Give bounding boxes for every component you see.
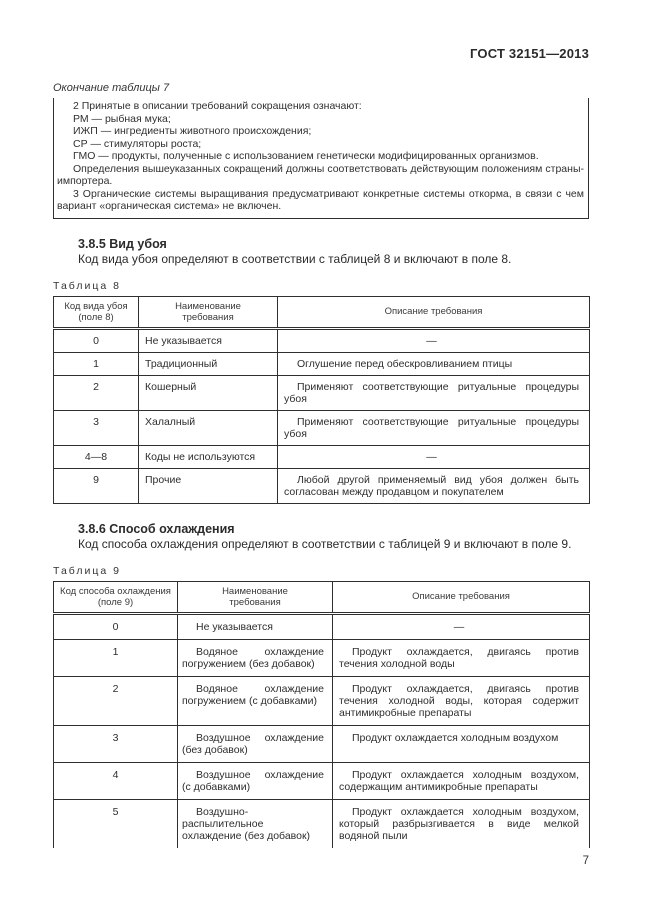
table-cell: Не указывается [178, 613, 333, 639]
column-header: Код способа охлаждения (поле 9) [54, 581, 178, 613]
column-header: Описание требования [333, 581, 590, 613]
note-line: ИЖП — ингредиенты животного происхождения; [73, 125, 312, 137]
page-number: 7 [582, 854, 589, 867]
section-3-8-5-body: Код вида убоя определяют в соответствии с таблицей 8 и включают в поле 8. [78, 251, 512, 266]
table9-header [54, 581, 590, 613]
table-cell: 4—8 [54, 445, 139, 468]
note-line: РМ — рыбная мука; [73, 112, 171, 125]
table-row [54, 762, 590, 799]
column-header: Наименование требования [178, 581, 333, 613]
table7-notes-box [53, 98, 589, 219]
table-cell: Оглушение перед обескровливанием птицы [278, 352, 590, 375]
table-cell: 2 [54, 676, 178, 725]
table-cell: Кошерный [139, 375, 278, 410]
table-cell: 5 [54, 799, 178, 848]
table-cell: 0 [54, 613, 178, 639]
section-3-8-5-heading: 3.8.5 Вид убоя [78, 236, 167, 251]
table-cell: 9 [54, 468, 139, 503]
table-cell: — [278, 445, 590, 468]
table-cell: Продукт охлаждается холодным воздухом, который разбрызгивается в виде мелкой водяной пыли [333, 799, 590, 848]
table-cell: Продукт охлаждается, двигаясь против течения холодной воды [333, 639, 590, 676]
table-cell: Любой другой применяемый вид убоя должен быть согласован между продавцом и покупателем [278, 468, 590, 503]
table9 [53, 581, 590, 848]
table-cell: Продукт охлаждается холодным воздухом [333, 725, 590, 762]
table-cell: Применяют соответствующие ритуальные процедуры убоя [278, 375, 590, 410]
table-row [54, 445, 590, 468]
table-cell: 4 [54, 762, 178, 799]
table-cell: Продукт охлаждается, двигаясь против течения холодной воды, которая содержит антимикробные препараты [333, 676, 590, 725]
table-row [54, 328, 590, 352]
table8 [53, 296, 590, 504]
table-cell: Воздушное охлаждение (без добавок) [178, 725, 333, 762]
table-cell: Продукт охлаждается холодным воздухом, содержащим антимикробные препараты [333, 762, 590, 799]
table-cell: Водяное охлаждение погружением (без добавок) [178, 639, 333, 676]
note-line: Определения вышеуказанных сокращений должны соответствовать действующим положениям страны-импортера. [57, 162, 584, 187]
table-cell: — [278, 328, 590, 352]
section-3-8-6-body: Код способа охлаждения определяют в соответствии с таблицей 9 и включают в поле 9. [78, 536, 572, 551]
page-content [53, 0, 589, 868]
table7-continuation-caption: Окончание таблицы 7 [53, 82, 170, 94]
table-row [54, 676, 590, 725]
table-cell: Не указывается [139, 328, 278, 352]
header-row [54, 296, 590, 328]
table-row [54, 613, 590, 639]
table-row [54, 375, 590, 410]
table-cell: 1 [54, 639, 178, 676]
table-cell: — [333, 613, 590, 639]
table-cell: 3 [54, 725, 178, 762]
table-cell: 0 [54, 328, 139, 352]
table8-header [54, 296, 590, 328]
table-cell: 2 [54, 375, 139, 410]
note-line: 2 Принятые в описании требований сокращения означают: [73, 100, 362, 112]
table-cell: 1 [54, 352, 139, 375]
table-cell: 3 [54, 410, 139, 445]
table-row [54, 799, 590, 848]
table-row [54, 352, 590, 375]
table-cell: Коды не используются [139, 445, 278, 468]
column-header: Код вида убоя (поле 8) [54, 296, 139, 328]
table-cell: Применяют соответствующие ритуальные процедуры убоя [278, 410, 590, 445]
header-row [54, 581, 590, 613]
table9-body [54, 613, 590, 848]
table-cell: Прочие [139, 468, 278, 503]
note-line: ГМО — продукты, полученные с использованием генетически модифицированных организмов. [73, 150, 539, 162]
note-line: 3 Органические системы выращивания предусматривают конкретные системы откорма, в связи с чем вариант «органическая система» не включен. [57, 187, 584, 212]
table-cell: Водяное охлаждение погружением (с добавками) [178, 676, 333, 725]
note-line: СР — стимуляторы роста; [73, 137, 202, 150]
table-row [54, 725, 590, 762]
table8-label: Таблица 8 [53, 279, 121, 292]
table-cell: Традиционный [139, 352, 278, 375]
table8-body [54, 328, 590, 503]
table-cell: Воздушное охлаждение (с добавками) [178, 762, 333, 799]
table-cell: Воздушно-распылительное охлаждение (без добавок) [178, 799, 333, 848]
column-header: Описание требования [278, 296, 590, 328]
section-3-8-6-heading: 3.8.6 Способ охлаждения [78, 521, 235, 536]
table-row [54, 468, 590, 503]
standard-designation: ГОСТ 32151—2013 [470, 46, 589, 61]
table-cell: Халалный [139, 410, 278, 445]
table-row [54, 410, 590, 445]
table-row [54, 639, 590, 676]
column-header: Наименование требования [139, 296, 278, 328]
table9-label: Таблица 9 [53, 564, 121, 577]
